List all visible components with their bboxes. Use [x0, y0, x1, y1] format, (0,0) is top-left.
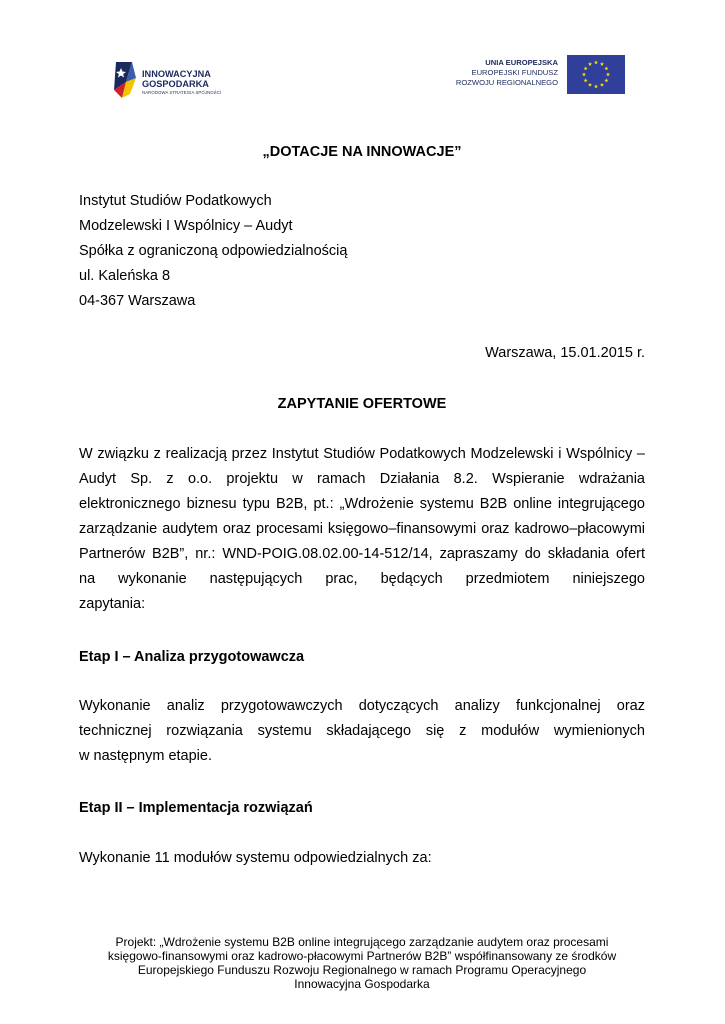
footer-line: Projekt: „Wdrożenie systemu B2B online integrującego zarządzanie audytem oraz procesami	[115, 935, 609, 949]
paragraph-line: elektronicznego biznesu typu B2B, pt.: „Wdrożenie systemu B2B online integrującego	[79, 496, 645, 512]
eu-flag-icon	[567, 55, 625, 94]
address-line: Spółka z ograniczoną odpowiedzialnością	[79, 243, 348, 259]
document-title: „DOTACJE NA INNOWACJE”	[262, 144, 462, 160]
innowacyjna-gospodarka-logo	[112, 60, 242, 100]
paragraph-line: na wykonanie następujących prac, będących przedmiotem niniejszego	[79, 571, 645, 587]
stage2-paragraph	[79, 846, 432, 871]
document-date: Warszawa, 15.01.2015 r.	[485, 345, 645, 361]
paragraph-line: W związku z realizacją przez Instytut Studiów Podatkowych Modzelewski i Wspólnicy –	[79, 446, 645, 462]
paragraph-line: Audyt Sp. z o.o. projektu w ramach Działania 8.2. Wspieranie wdrażania	[79, 471, 645, 487]
stage2-title: Etap II – Implementacja rozwiązań	[79, 800, 313, 816]
paragraph-line: zapytania:	[79, 596, 146, 612]
innowacyjna-gospodarka-emblem	[112, 60, 138, 100]
paragraph-line: w następnym etapie.	[79, 748, 212, 764]
footer-line: księgowo-finansowymi oraz kadrowo-płacowymi Partnerów B2B” współfinansowany ze środków	[107, 949, 617, 963]
eu-line-unia: UNIA EUROPEJSKA	[485, 58, 558, 67]
unia-europejska-logo	[455, 55, 625, 95]
logo-subtitle: NARODOWA STRATEGIA SPÓJNOŚCI	[142, 90, 222, 95]
eu-line-rozwoju: ROZWOJU REGIONALNEGO	[455, 78, 558, 87]
paragraph-line: Partnerów B2B”, nr.: WND-POIG.08.02.00-14-512/14, zapraszamy do składania ofert	[79, 546, 645, 562]
logo-line-innowacyjna: INNOWACYJNA	[142, 69, 211, 79]
paragraph-line: Wykonanie analiz przygotowawczych dotyczących analizy funkcjonalnej oraz	[79, 698, 645, 714]
address-line: ul. Kaleńska 8	[79, 268, 171, 284]
logo-line-gospodarka: GOSPODARKA	[142, 79, 209, 89]
address-line: Instytut Studiów Podatkowych	[79, 193, 272, 209]
footer-line: Europejskiego Funduszu Rozwoju Regionalnego w ramach Programu Operacyjnego	[137, 963, 587, 977]
stage1-title: Etap I – Analiza przygotowawcza	[79, 649, 305, 665]
paragraph-line: Wykonanie 11 modułów systemu odpowiedzialnych za:	[79, 850, 432, 866]
eu-line-fundusz: EUROPEJSKI FUNDUSZ	[471, 68, 558, 77]
paragraph-line: technicznej rozwiązania systemu składającego się z modułów wymienionych	[79, 723, 645, 739]
page-footer	[79, 935, 645, 991]
address-line: Modzelewski I Wspólnicy – Audyt	[79, 218, 293, 234]
paragraph-line: zarządzanie audytem oraz procesami księgowo–finansowymi oraz kadrowo–płacowymi	[79, 521, 645, 537]
section-heading: ZAPYTANIE OFERTOWE	[277, 396, 447, 412]
intro-paragraph	[79, 442, 645, 617]
address-block	[79, 189, 347, 314]
address-line: 04-367 Warszawa	[79, 293, 196, 309]
footer-line: Innowacyjna Gospodarka	[294, 977, 430, 991]
stage1-paragraph	[79, 694, 645, 769]
